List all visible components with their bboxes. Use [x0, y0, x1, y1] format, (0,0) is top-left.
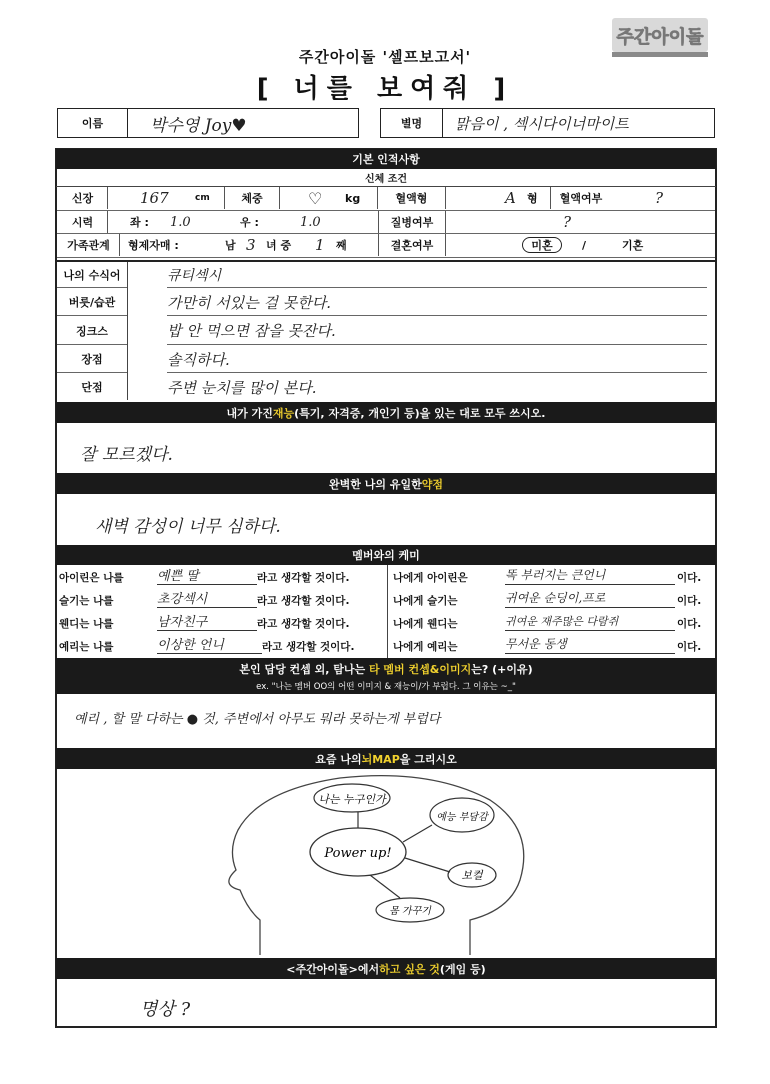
- family-mid: 녀 중: [266, 239, 292, 252]
- bubble-label: 나는 누구인가: [318, 793, 386, 806]
- trait-label: 장점: [57, 346, 127, 373]
- chem-right-suffix: 이다.: [677, 594, 702, 607]
- concept-title-pre: 본인 담당 컨셉 외, 탐나는: [239, 662, 369, 676]
- chem-left-suffix: 라고 생각할 것이다.: [257, 571, 350, 584]
- marriage-label: 결혼여부: [378, 234, 446, 256]
- weakness-header: [56, 473, 716, 494]
- chem-right-value: 귀여운 재주많은 다람쥐: [505, 611, 675, 631]
- trait-label: 버릇/습관: [57, 289, 127, 316]
- trait-value: 밥 안 먹으면 잠을 못잔다.: [167, 317, 707, 345]
- family-suffix: 째: [336, 239, 347, 252]
- trait-value: 주변 눈치를 많이 본다.: [167, 378, 317, 397]
- weakness-answer: 새벽 감성이 너무 심하다.: [95, 517, 281, 537]
- family-label: 가족관계: [58, 234, 120, 256]
- bubble-label: 보컬: [461, 869, 483, 882]
- talent-title-post: (특기, 자격증, 개인기 등)을 있는 대로 모두 쓰시오.: [294, 406, 546, 420]
- concept-title-post: 는? (+이유): [471, 662, 533, 676]
- concept-example: ex. "나는 멤버 OO의 어떤 이미지 & 재능이/가 부럽다. 그 이유는 ~_": [256, 681, 516, 692]
- talent-answer: 잘 모르겠다.: [80, 445, 173, 465]
- eyesight-left: 1.0: [170, 214, 191, 230]
- chem-right-suffix: 이다.: [677, 571, 702, 584]
- tattoo-value: ?: [655, 189, 664, 207]
- talent-title-pre: 내가 가진: [226, 406, 273, 420]
- wish-answer: 명상 ?: [140, 999, 191, 1020]
- link-line: [370, 875, 400, 898]
- family-brother-label: 남: [225, 239, 236, 252]
- chem-right-name: 나에게 웬디는: [393, 617, 458, 630]
- report-title: [ 너를 보여줘 ]: [256, 74, 514, 104]
- chem-right-name: 나에게 예리는: [393, 640, 458, 653]
- concept-header: [56, 658, 716, 694]
- chem-left-value: 예쁜 딸: [157, 565, 257, 585]
- blood-label: 혈액형: [378, 187, 446, 209]
- link-line: [405, 858, 450, 872]
- chem-left-suffix: 라고 생각할 것이다.: [257, 594, 350, 607]
- chem-left-suffix: 라고 생각할 것이다.: [257, 617, 350, 630]
- blood-value: A: [505, 189, 516, 207]
- chem-right-suffix: 이다.: [677, 617, 702, 630]
- bubble-label: Power up!: [324, 846, 392, 861]
- disease-label: 질병여부: [378, 211, 446, 233]
- chem-left-name: 슬기는 나를: [59, 594, 114, 607]
- wish-title-post: (게임 등): [439, 962, 486, 976]
- chem-left-value: 초강섹시: [157, 588, 257, 608]
- eyesight-right: 1.0: [300, 214, 321, 230]
- logo-text: 주간아이돌: [616, 27, 704, 48]
- nickname-label: 별명: [381, 109, 443, 137]
- wish-title-highlight: 하고 싶은 것: [379, 962, 440, 976]
- brainmap-title-pre: 요즘 나의: [315, 752, 362, 766]
- weakness-title-pre: 완벽한 나의 유일한: [329, 477, 422, 491]
- family-order: 1: [315, 236, 325, 254]
- chem-left-name: 아이린은 나를: [59, 571, 124, 584]
- chem-left-suffix: 라고 생각할 것이다.: [262, 640, 355, 653]
- height-value: 167: [140, 189, 169, 207]
- chem-left-value: 남자친구: [157, 611, 257, 631]
- bubble-label: 몸 가꾸기: [389, 906, 431, 917]
- name-value: 박수영 Joy♥: [150, 115, 247, 136]
- trait-value: 큐티섹시: [167, 262, 707, 288]
- eyesight-left-label: 좌 :: [130, 216, 149, 229]
- chem-right-value: 귀여운 순딩이,프로: [505, 588, 675, 608]
- talent-title-highlight: 재능: [272, 406, 295, 420]
- concept-title-highlight: 타 멤버 컨셉&이미지: [368, 662, 472, 676]
- nickname-box: [380, 108, 715, 138]
- body-condition-header: 신체 조건: [56, 169, 716, 187]
- concept-title: [239, 661, 532, 677]
- name-label: 이름: [58, 109, 128, 137]
- talent-header: [56, 402, 716, 423]
- chem-left-name: 예리는 나를: [59, 640, 114, 653]
- wish-header: [56, 958, 716, 979]
- chem-right-value: 똑 부러지는 큰언니: [505, 565, 675, 585]
- concept-answer: 예리 , 할 말 다하는 ● 것, 주변에서 아무도 뭐라 못하는게 부럽다: [74, 712, 441, 727]
- trait-label: 징크스: [57, 317, 127, 345]
- brainmap-title-post: 을 그리시오: [399, 752, 457, 766]
- chemistry-table: [57, 565, 715, 659]
- height-unit: cm: [195, 187, 225, 209]
- marriage-married: 기혼: [622, 239, 644, 252]
- brainmap-drawing: [200, 770, 560, 955]
- weight-unit: kg: [345, 187, 378, 209]
- chem-right-name: 나에게 슬기는: [393, 594, 458, 607]
- nickname-value: 맑음이 , 섹시다이너마이트: [455, 114, 629, 133]
- bubble-label: 예능 부담감: [436, 812, 488, 823]
- weight-value: ♡: [308, 188, 323, 208]
- eyesight-label: 시력: [58, 211, 108, 233]
- weakness-title-highlight: 약점: [421, 477, 443, 491]
- trait-value: 가만히 서있는 걸 못한다.: [167, 289, 707, 316]
- disease-value: ?: [563, 213, 572, 231]
- marriage-sep: /: [582, 238, 587, 252]
- chem-left-name: 웬디는 나를: [59, 617, 114, 630]
- wish-title-pre: <주간아이돌>에서: [286, 962, 380, 976]
- brainmap-header: [56, 748, 716, 769]
- report-subtitle: 주간아이돌 '셀프보고서': [298, 48, 472, 66]
- chem-right-value: 무서운 동생: [505, 634, 675, 654]
- chem-left-value: 이상한 언니: [157, 634, 262, 654]
- chem-right-name: 나에게 아이린은: [393, 571, 468, 584]
- eyesight-right-label: 우 :: [240, 216, 259, 229]
- chemistry-header: 멤버와의 케미: [56, 545, 716, 565]
- marriage-single: 미혼: [522, 237, 562, 253]
- height-label: 신장: [58, 187, 108, 209]
- basic-info-header: 기본 인적사항: [56, 149, 716, 169]
- weight-label: 체중: [225, 187, 280, 209]
- name-box: [57, 108, 359, 138]
- tattoo-label: 혈액여부: [559, 192, 603, 205]
- family-brother-count: 3: [246, 236, 256, 254]
- blood-unit: 형: [527, 187, 551, 209]
- trait-label: 단점: [81, 381, 103, 394]
- family-prefix: 형제자매 :: [128, 239, 179, 252]
- trait-label: 나의 수식어: [57, 262, 127, 288]
- brainmap-title-highlight: 뇌MAP: [361, 752, 400, 766]
- trait-value: 솔직하다.: [167, 346, 707, 373]
- chem-right-suffix: 이다.: [677, 640, 702, 653]
- link-line: [403, 825, 432, 842]
- traits-table: [57, 262, 715, 400]
